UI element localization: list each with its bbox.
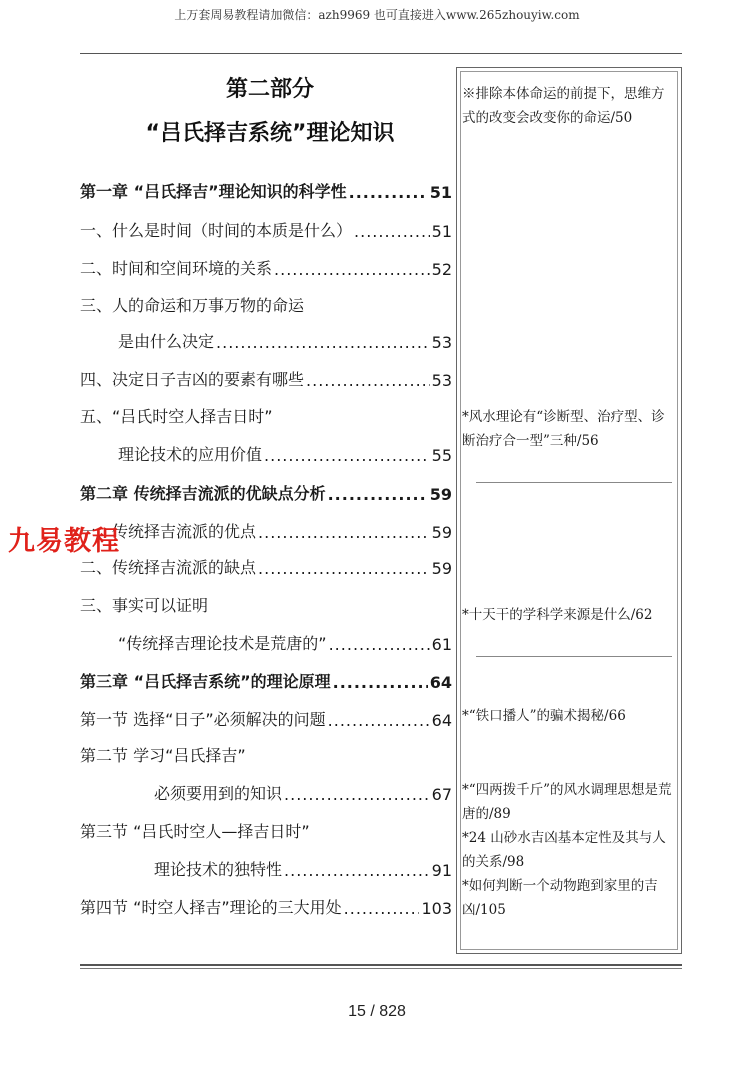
toc-entry[interactable]: 二、时间和空间环境的关系 ..... 52	[80, 249, 452, 279]
toc-entry[interactable]: 必须要用到的知识 ..... 67	[80, 774, 452, 804]
part-subtitle: “吕氏择吉系统”理论知识	[145, 121, 395, 146]
toc-entry[interactable]: 第一章 “吕氏择吉”理论知识的科学性 ..... 51	[80, 172, 452, 202]
toc-entry[interactable]: 第四节 “时空人择吉”理论的三大用处 ..... 103	[80, 888, 452, 918]
toc-entry[interactable]: “传统择吉理论技术是荒唐的” ..... 61	[80, 624, 452, 654]
toc-entry[interactable]: 是由什么决定 ..... 53	[80, 322, 452, 352]
side-note: *“四两拨千斤”的风水调理思想是荒唐的/89	[462, 782, 672, 822]
toc-entry[interactable]: 理论技术的应用价值 ..... 55	[80, 435, 452, 465]
page-number: 15 / 828	[348, 1003, 406, 1020]
toc-entry[interactable]: 三、人的命运和万事万物的命运	[80, 296, 305, 315]
toc-entry[interactable]: 第二章 传统择吉流派的优缺点分析 ..... 59	[80, 474, 452, 504]
watermark: 九易教程	[8, 526, 120, 557]
toc-entry[interactable]: 第三节 “吕氏时空人—择吉日时”	[80, 822, 310, 841]
toc-entry[interactable]: 四、决定日子吉凶的要素有哪些 ..... 53	[80, 360, 452, 390]
side-note: *风水理论有“诊断型、治疗型、诊断治疗合一型”三种/56	[462, 409, 665, 449]
toc-entry[interactable]: 一、传统择吉流派的优点 ..... 59	[80, 512, 452, 542]
footer-rule	[80, 964, 682, 966]
side-note: *“铁口播人”的骗术揭秘/66	[462, 708, 626, 724]
toc-entry[interactable]: 二、传统择吉流派的缺点 ..... 59	[80, 548, 452, 578]
side-note: *十天干的学科学来源是什么/62	[462, 607, 653, 623]
part-title: 第二部分	[225, 77, 314, 102]
note-divider	[476, 482, 672, 483]
toc-entry[interactable]: 第三章 “吕氏择吉系统”的理论原理 ..... 64	[80, 662, 452, 692]
header-rule	[80, 53, 682, 54]
note-divider	[476, 656, 672, 657]
toc-entry[interactable]: 第一节 选择“日子”必须解决的问题 ..... 64	[80, 700, 452, 730]
side-note: *如何判断一个动物跑到家里的吉凶/105	[462, 878, 658, 918]
footer-rule	[80, 968, 682, 969]
toc-entry[interactable]: 五、“吕氏时空人择吉日时”	[80, 407, 273, 426]
toc-entry[interactable]: 三、事实可以证明	[80, 596, 209, 615]
side-note: *24 山砂水吉凶基本定性及其与人的关系/98	[462, 830, 666, 870]
toc-entry[interactable]: 一、什么是时间（时间的本质是什么） ..... 51	[80, 211, 452, 241]
toc-entry[interactable]: 第二节 学习“吕氏择吉”	[80, 746, 246, 765]
side-note: ※排除本体命运的前提下，思维方式的改变会改变你的命运/50	[462, 86, 665, 126]
page-header: 上万套周易教程请加微信：azh9969 也可直接进入www.265zhouyiw.com	[174, 8, 580, 22]
toc-entry[interactable]: 理论技术的独特性 ..... 91	[80, 850, 452, 880]
